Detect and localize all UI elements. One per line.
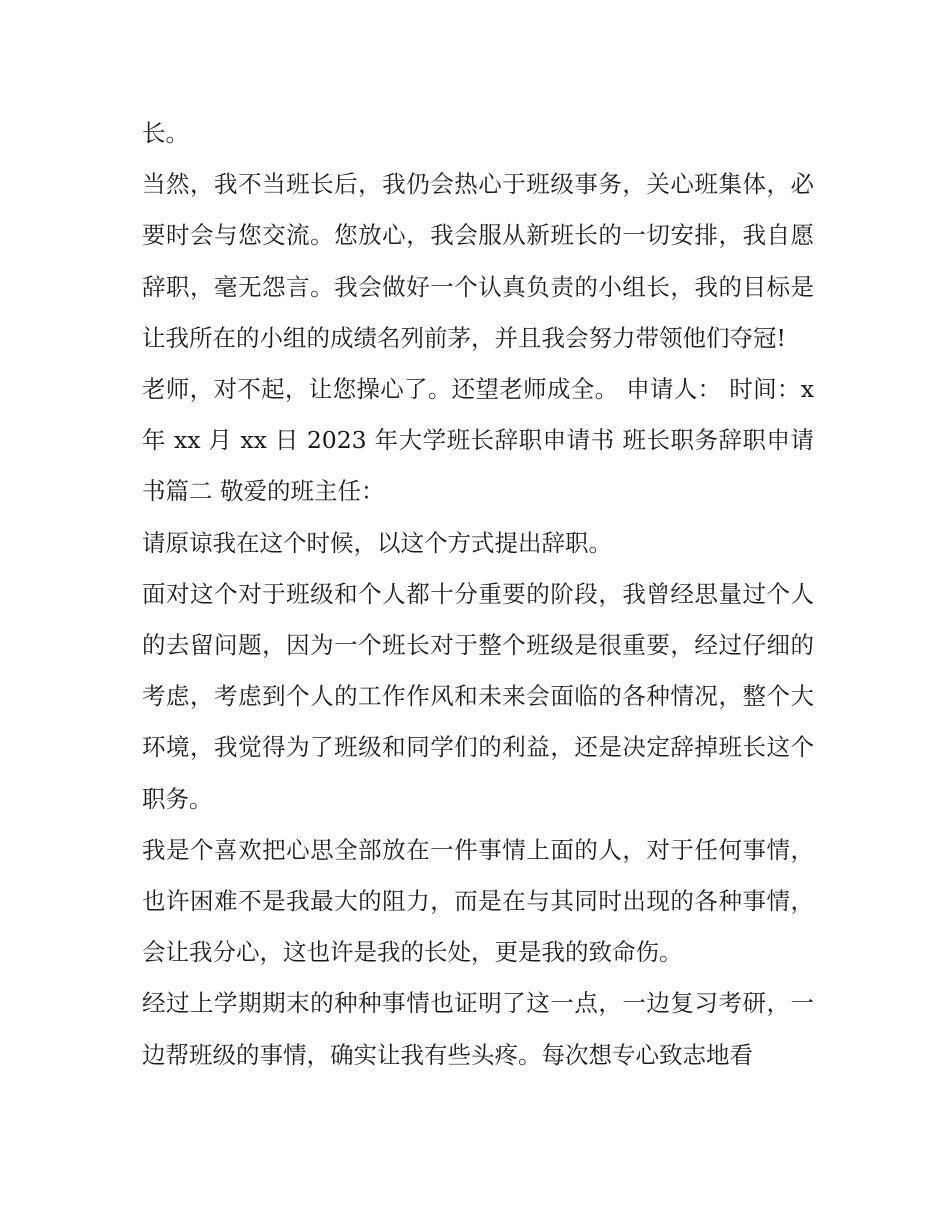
paragraph-last-semester: 经过上学期期末的种种事情也证明了这一点，一边复习考研，一边帮班级的事情，确实让我有些头疼。每次想专心致志地看 bbox=[142, 989, 814, 1069]
paragraph-considerations: 面对这个对于班级和个人都十分重要的阶段，我曾经思量过个人的去留问题，因为一个班长对于整个班级是很重要，经过仔细的考虑，考虑到个人的工作作风和未来会面临的各种情况，整个大环境，我觉得为了班级和同学们的利益，还是决定辞掉班长这个职务。 bbox=[142, 579, 814, 813]
paragraph-continuation: 长。 bbox=[142, 119, 189, 147]
paragraph-personality: 我是个喜欢把心思全部放在一件事情上面的人，对于任何事情，也许困难不是我最大的阻力，而是在与其同时出现的各种事情，会让我分心，这也许是我的长处，更是我的致命伤。 bbox=[142, 835, 814, 967]
paragraph-apology-signature: 老师，对不起，让您操心了。还望老师成全。 申请人： 时间：x 年 xx 月 xx 日 2023 年大学班长辞职申请书 班长职务辞职申请书篇二 敬爱的班主任： bbox=[142, 375, 814, 506]
paragraph-request-forgiveness: 请原谅我在这个时候，以这个方式提出辞职。 bbox=[142, 528, 612, 557]
document-body bbox=[142, 108, 814, 1081]
paragraph-after-resignation: 当然，我不当班长后，我仍会热心于班级事务，关心班集体，必要时会与您交流。您放心，我会服从新班长的一切安排，我自愿辞职，毫无怨言。我会做好一个认真负责的小组长，我的目标是让我所在的小组的成绩名列前茅，并且我会努力带领他们夺冠! bbox=[142, 170, 814, 352]
